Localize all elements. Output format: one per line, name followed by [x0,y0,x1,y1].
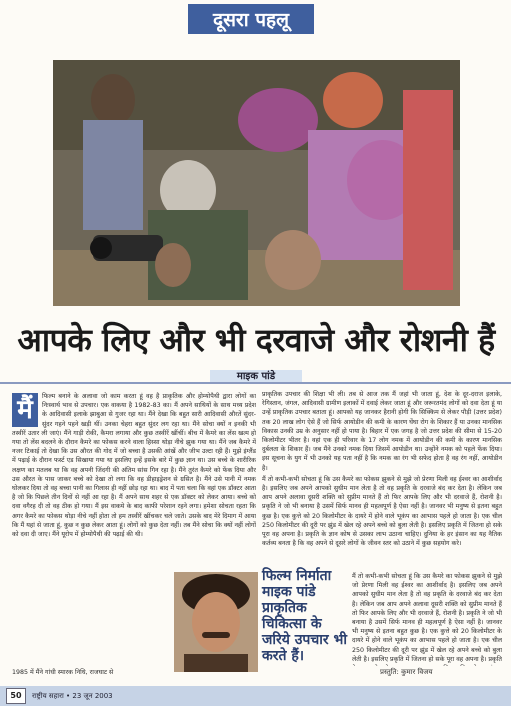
author-portrait [174,572,258,672]
article-column-2-cont [352,572,502,666]
paragraph: 1985 में मैंने गांधी स्मारक निधि, राजघाट से [12,669,114,676]
divider [0,382,511,384]
byline: माइक पांडे [210,370,302,384]
paragraph: प्राकृतिक उपचार की शिक्षा भी ली। तब से आज तक मैं जहां भी जाता हूं, देश के दूर-दराज इलाके, रेगिस्तान, जंगल, आदिवासी ग्रामीण इलाकों में दवाई लेकर जाता हूं और जरूरतमंद लोगों को दवा देता हूं या उन्हें प्राकृतिक उपचार बताता हूं। आपको यह जानकर हैरानी होगी कि सिक्किम से लेकर पौड़ी (उत्तर प्रदेश) तक 20 लाख लोग ऐसे हैं जो सिर्फ आयोडीन की कमी के कारण घेंघा रोग के शिकार हैं या उनका मानसिक विकास उनकी उम्र के अनुसार नहीं हो पाया है। बिहार में एक जगह है जो उत्तर प्रदेश की सीमा से 15-20 किलोमीटर भीतर है। वहां एक ही परिवार के 17 लोग नमक में आयोडीन की कमी के कारण मानसिक दुर्बलता के शिकार हैं। जब मैंने उनको नमक दिया जिसमें आयोडीन था। उन्होंने नमक को पहले फेंक दिया। इस सूचना के युग में भी उनको यह पता नहीं है कि नमक का रंग भी सफेद होता है वह रंग नहीं, आयोडीन है। [262,391,502,472]
footer-publication: राष्ट्रीय सहारा • 23 जून 2003 [32,691,113,700]
pull-quote: फिल्म निर्माता माइक पांडे प्राकृतिक चिकित्सा के जरिये उपचार भी करते हैं। [262,568,347,664]
paragraph: मैं तो कभी-कभी सोचता हूं कि उस कैमरे का फोकस झुकने से मुझे जो प्रेरणा मिली वह ईश्वर का आशीर्वाद है। इसलिए जब अपने आपको सुधीम मान लेता है तो वह प्रकृति के दरवाजे बंद कर देता है। लेकिन जब आप अपने अलावा दूसरी शक्ति को सुप्रीम मानते हैं तो फिर आपके लिए और भी दरवाजे हैं, रोशनी है। प्रकृति ने जो भी बनाया है उसमें सिर्फ मानव ही महत्वपूर्ण है ऐसा नहीं है। जानवर भी मनुष्य से इतना बहुत कुछ है। एक कुत्ते को 20 किलोमीटर के दायरे में होने वाले भूकंप का आभास पहले हो जाता है। एक चील 250 किलोमीटर की दूरी पर झुंड में खेल रहे अपने बच्चे को बुला लेती है। इसलिए प्रकृति में जितना हो सके पूरा वह अपना है। प्रकृति [352,573,502,663]
section-banner: दूसरा पहलू [188,4,314,34]
page-number: 50 [6,688,26,704]
photo-illustration [53,60,460,306]
article-column-2 [262,390,502,562]
article-column-1 [12,392,256,570]
paragraph: फिल्म बनाने के अलावा जो काम करता हूं वह है प्राकृतिक और होम्योपैथी द्वारा लोगों का निःस्वार्थ भाव से उपचार। एक वाकया है 1982-83 का। मैं अपने साथियों के साथ मध्य प्रदेश के आदिवासी इलाके झाबुआ से गुजर रहा था। मैंने देखा कि बहुत सारी आदिवासी औरतें सुंदर-सुंदर गहने पहने खड़ी थीं। उनका चेहरा बहुत सुंदर लग रहा था। मैंने सोचा क्यों न इनकी भी तस्वीरें उतार ली जाएं। मैंने गाड़ी रोकी, कैमरा लगाया और कुछ तस्वीरें खींचीं। बीच में कैमरे का लेंस खत्म हो गया तो लेंस बदलने के दौरान कैमरे का फोकस करने वाला हिस्सा थोड़ा नीचे झुक गया था। मैंने जब कैमरे में नजर टिकाई तो देखा कि उस औरत की गोद में जो बच्चा है उसकी आंखें और जीभ उल्टा रही हैं। मुझे इंग्लैंड में पढ़ाई के दौरान फर्स्ट एड सिखाया गया था इसलिए इन्हें इसके बारे में कुछ ज्ञान था। उस बच्चे के शारीरिक लक्षण का मतलब था कि वह अपनी जिंदगी की अंतिम सांस गिन रहा है। मैंने तुरंत कैमरे को फेंक दिया और उस औरत के पास जाकर बच्चे को देखा तो लगा कि वह डीहाइड्रेशन से ग्रसित है। मैंने उसे पानी में नमक घोलकर दिया तो वह बच्चा पानी का गिलास ही नहीं छोड़ रहा था। बाद में पता चला कि वहां एक डॉक्टर आता है जो कि पिछले तीन दिनों से नहीं आ रहा है। मैं अपने साथ शहर से एक डॉक्टर को लेकर आया। बच्चे को दवा वगैरह दी तो वह ठीक हो गया। मैं इस वाकये के बाद काफी परेशान रहने लगा। हमेशा सोचता रहता कि अगर कैमरे का फोकस थोड़ा नीचे नहीं होता तो हम तस्वीरें खींचकर चले जाते। उसके बाद मेरे दिमाग में आया कि मैं यहां से जाता हूं, कुछ न कुछ लेकर आता हूं। लोगों को कुछ देता नहीं। तब मैंने सोचा कि क्यों नहीं लोगों को दवा दी जाए। मैंने यूरोप में होम्योपैथी की पढ़ाई की थी। [12,393,256,539]
portrait-illustration [174,572,258,672]
page-footer [0,686,511,706]
drop-cap: मैं [12,393,38,427]
feature-photo [53,60,460,306]
credit-line: प्रस्तुति: कुमार विजय [380,668,433,676]
paragraph: मैं तो कभी-कभी सोचता हूं कि उस कैमरे का फोकस झुकने से मुझे जो प्रेरणा मिली वह ईश्वर का आशीर्वाद है। इसलिए जब अपने आपको सुधीम मान लेता है तो वह प्रकृति के दरवाजे बंद कर देता है। लेकिन जब आप अपने अलावा दूसरी शक्ति को सुप्रीम मानते हैं तो फिर आपके लिए और भी दरवाजे हैं, रोशनी है। प्रकृति ने जो भी बनाया है उसमें सिर्फ मानव ही महत्वपूर्ण है ऐसा नहीं है। जानवर भी मनुष्य से इतना बहुत कुछ है। एक कुत्ते को 20 किलोमीटर के दायरे में होने वाले भूकंप का आभास पहले हो जाता है। एक चील 250 किलोमीटर की दूरी पर झुंड में खेल रहे अपने बच्चे को बुला लेती है। इसलिए प्रकृति में जितना हो सके पूरा वह अपना है। प्रकृति के ज्ञान कोष से उसका लाभ उठाना चाहिए। दुनिया के हर इंसान का यह नैतिक कर्तव्य बनता है कि वह अपने से दूसरे लोगों के जीवन स्तर को उठाने में कुछ सहयोग करे। [262,475,502,548]
article-column-1-cont [12,572,170,680]
headline: आपके लिए और भी दरवाजे और रोशनी हैं [17,321,495,359]
